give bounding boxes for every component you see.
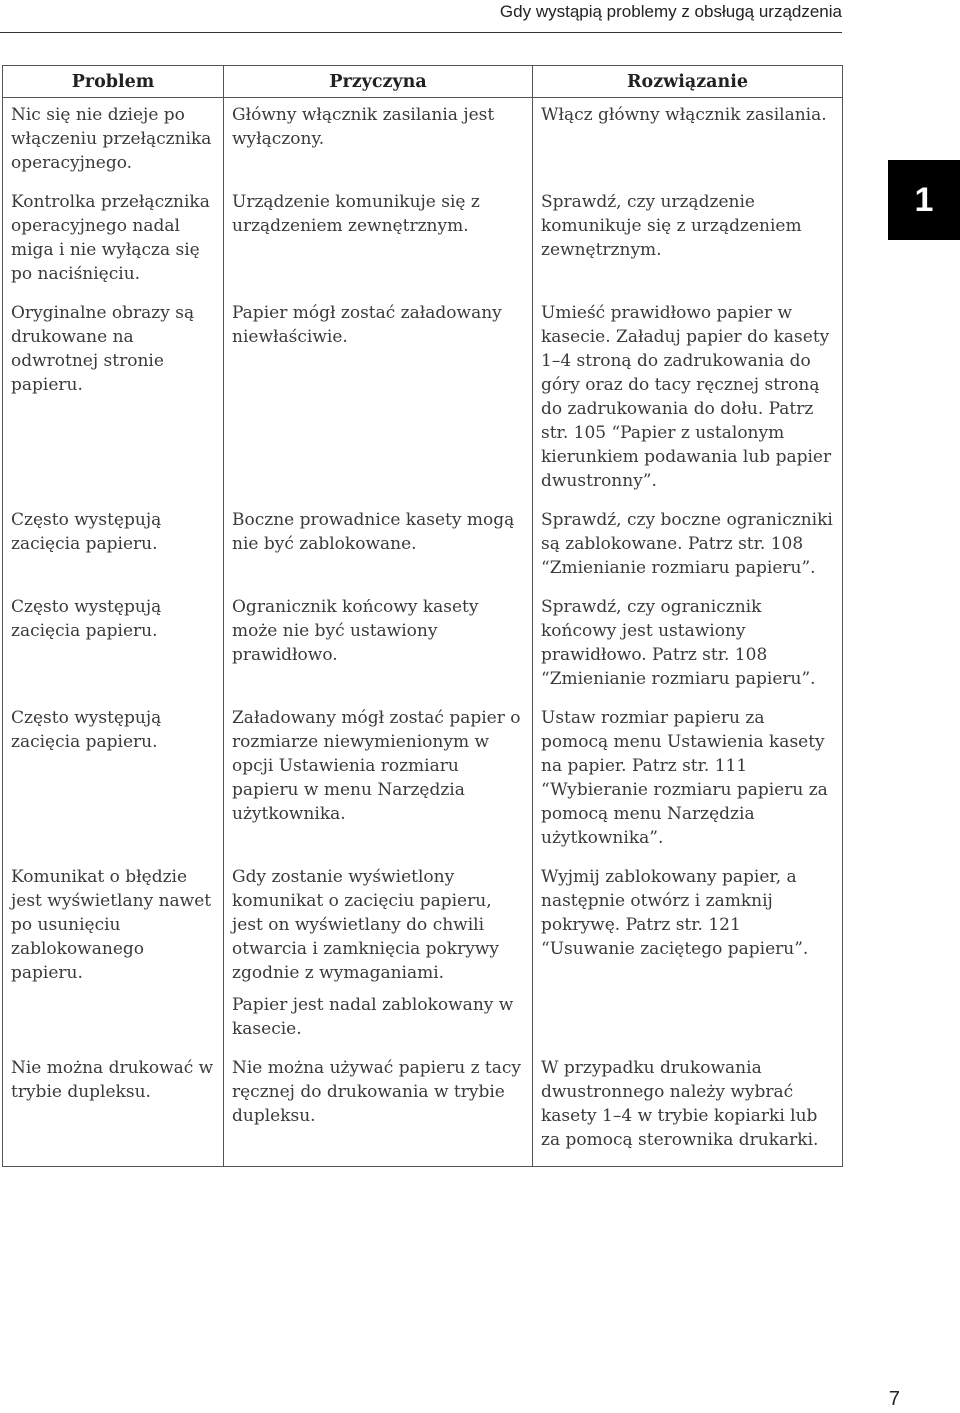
solution-cell: Sprawdź, czy urządzenie komunikuje się z urządzeniem zewnętrznym. — [533, 185, 843, 296]
solution-cell: Ustaw rozmiar papieru za pomocą menu Ustawienia kasety na papier. Patrz str. 111 “Wybieranie rozmiaru papieru za pomocą menu Narzędzia użytkownika”. — [533, 701, 843, 860]
chapter-tab: 1 — [888, 160, 960, 240]
problem-cell: Oryginalne obrazy są drukowane na odwrotnej stronie papieru. — [3, 296, 224, 503]
problem-cell: Komunikat o błędzie jest wyświetlany nawet po usunięciu zablokowanego papieru. — [3, 860, 224, 1051]
table-row — [3, 185, 843, 296]
running-header: Gdy wystąpią problemy z obsługą urządzenia — [499, 2, 842, 21]
solution-cell: W przypadku drukowania dwustronnego należy wybrać kasety 1–4 w trybie kopiarki lub za pomocą sterownika drukarki. — [533, 1051, 843, 1167]
header-rule — [0, 32, 842, 33]
problem-cell: Często występują zacięcia papieru. — [3, 503, 224, 590]
cause-cell: Załadowany mógł zostać papier o rozmiarze niewymienionym w opcji Ustawienia rozmiaru papieru w menu Narzędzia użytkownika. — [224, 701, 533, 860]
cause-cell: Ogranicznik końcowy kasety może nie być ustawiony prawidłowo. — [224, 590, 533, 701]
solution-cell: Umieść prawidłowo papier w kasecie. Załaduj papier do kasety 1–4 stroną do zadrukowania do góry oraz do tacy ręcznej stroną do zadrukowania do dołu. Patrz str. 105 “Papier z ustalonym kierunkiem podawania lub papier dwustronny”. — [533, 296, 843, 503]
troubleshooting-table — [2, 65, 843, 1167]
column-header-solution: Rozwiązanie — [533, 66, 843, 98]
solution-cell: Włącz główny włącznik zasilania. — [533, 98, 843, 186]
table-header-row — [3, 66, 843, 98]
column-header-cause: Przyczyna — [224, 66, 533, 98]
solution-cell: Sprawdź, czy boczne ograniczniki są zablokowane. Patrz str. 108 “Zmienianie rozmiaru papieru”. — [533, 503, 843, 590]
problem-cell: Często występują zacięcia papieru. — [3, 590, 224, 701]
problem-cell: Kontrolka przełącznika operacyjnego nadal miga i nie wyłącza się po naciśnięciu. — [3, 185, 224, 296]
problem-cell: Nie można drukować w trybie dupleksu. — [3, 1051, 224, 1167]
cause-text: Gdy zostanie wyświetlony komunikat o zacięciu papieru, jest on wyświetlany do chwili otwarcia i zamknięcia pokrywy zgodnie z wymaganiami. — [232, 867, 499, 983]
cause-cell: Papier mógł zostać załadowany niewłaściwie. — [224, 296, 533, 503]
solution-cell: Sprawdź, czy ogranicznik końcowy jest ustawiony prawidłowo. Patrz str. 108 “Zmienianie rozmiaru papieru”. — [533, 590, 843, 701]
problem-cell: Często występują zacięcia papieru. — [3, 701, 224, 860]
table-row — [3, 701, 843, 860]
page-number: 7 — [888, 1388, 900, 1410]
cause-extra-text: Papier jest nadal zablokowany w kasecie. — [232, 995, 514, 1039]
cause-cell: Główny włącznik zasilania jest wyłączony. — [224, 98, 533, 186]
table-row — [3, 98, 843, 186]
table-row — [3, 503, 843, 590]
column-header-problem: Problem — [3, 66, 224, 98]
problem-cell: Nic się nie dzieje po włączeniu przełącznika operacyjnego. — [3, 98, 224, 186]
table-row — [3, 1051, 843, 1167]
table-row — [3, 590, 843, 701]
cause-cell: Nie można używać papieru z tacy ręcznej do drukowania w trybie dupleksu. — [224, 1051, 533, 1167]
cause-cell — [224, 860, 533, 1051]
cause-cell: Urządzenie komunikuje się z urządzeniem zewnętrznym. — [224, 185, 533, 296]
table-row — [3, 296, 843, 503]
solution-cell: Wyjmij zablokowany papier, a następnie otwórz i zamknij pokrywę. Patrz str. 121 “Usuwanie zaciętego papieru”. — [533, 860, 843, 1051]
cause-cell: Boczne prowadnice kasety mogą nie być zablokowane. — [224, 503, 533, 590]
table-row — [3, 860, 843, 1051]
